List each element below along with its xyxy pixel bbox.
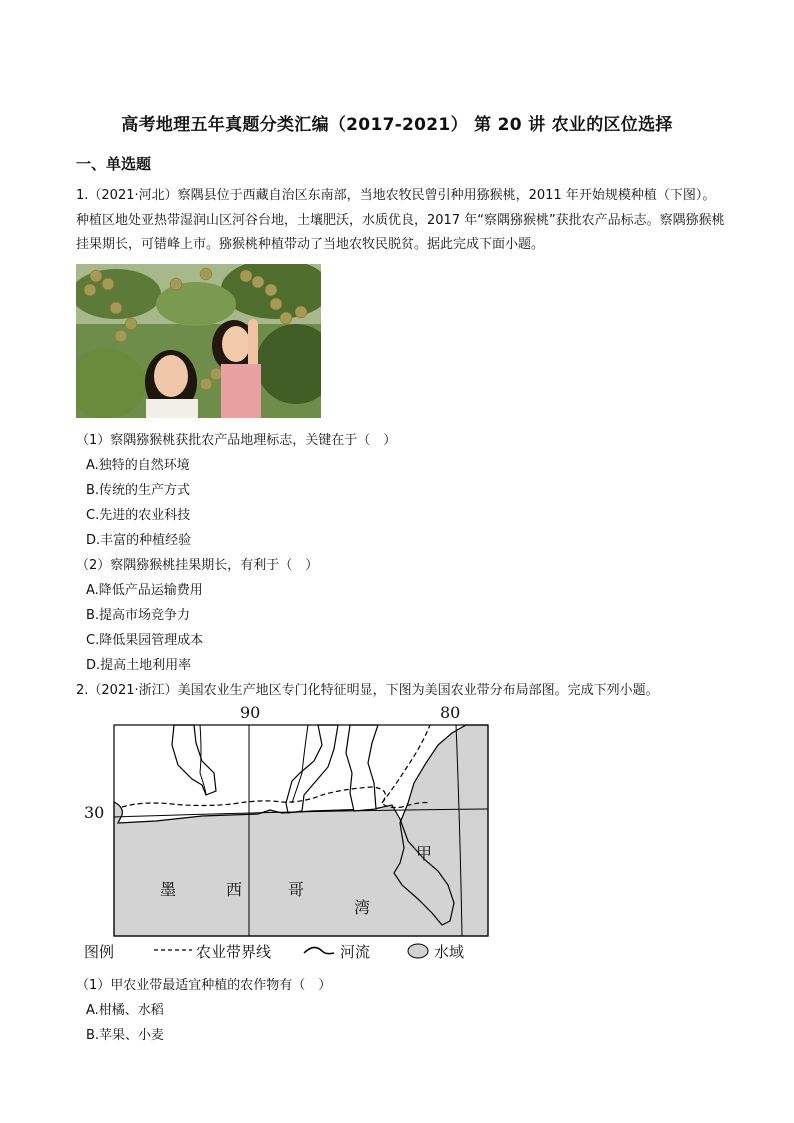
legend-boundary: 农业带界线 [196,943,272,961]
gulf-char-4: 湾 [354,898,371,917]
longitude-90-label: 90 [240,703,261,722]
gulf-char-2: 西 [226,880,243,899]
question-2-sub-1: （1）甲农业带最适宜种植的农作物有（ ） [76,978,332,993]
option-2-1-b[interactable]: B.苹果、小麦 [86,1028,165,1043]
agricultural-boundary [122,725,430,808]
question-1-sub-2: （2）察隅猕猴桃挂果期长，有利于（ ） [76,558,319,573]
page-title: 高考地理五年真题分类汇编（2017-2021） 第 20 讲 农业的区位选择 [121,115,673,135]
water-area [114,725,488,936]
question-1-stem: 1.（2021·河北）察隅县位于西藏自治区东南部，当地农牧民曾引种用猕猴桃，2011 年开始规模种植（下图）。种植区地处亚热带湿润山区河谷台地，土壤肥沃，水质优良，2017 年“察隅猕猴桃”获批农产品标志。察隅猕猴桃挂果期长，可错峰上市。猕猴桃种植带动了当地农牧民脱贫。据此完成下面小题。 [76,188,725,252]
gulf-char-1: 墨 [160,880,177,899]
legend-water: 水域 [434,943,465,961]
label-jia: 甲 [416,844,433,863]
option-1-1-c[interactable]: C.先进的农业科技 [86,508,191,523]
us-agriculture-map [82,703,492,965]
kiwi-photo [76,264,321,418]
legend-title: 图例 [84,943,115,961]
option-1-2-d[interactable]: D.提高土地利用率 [86,658,192,673]
option-1-2-c[interactable]: C.降低果园管理成本 [86,633,204,648]
longitude-80-label: 80 [440,703,461,722]
gulf-char-3: 哥 [288,880,305,899]
question-1-sub-1: （1）察隅猕猴桃获批农产品地理标志，关键在于（ ） [76,433,397,448]
option-1-1-a[interactable]: A.独特的自然环境 [86,458,190,473]
option-1-1-d[interactable]: D.丰富的种植经验 [86,533,192,548]
option-1-2-b[interactable]: B.提高市场竞争力 [86,608,191,623]
option-2-1-a[interactable]: A.柑橘、水稻 [86,1003,164,1018]
question-2-stem: 2.（2021·浙江）美国农业生产地区专门化特征明显，下图为美国农业带分布局部图。完成下列小题。 [76,683,659,698]
latitude-30-label: 30 [84,803,105,822]
option-1-1-b[interactable]: B.传统的生产方式 [86,483,191,498]
section-heading: 一、单选题 [76,155,152,173]
option-1-2-a[interactable]: A.降低产品运输费用 [86,583,203,598]
legend-river: 河流 [340,943,371,961]
